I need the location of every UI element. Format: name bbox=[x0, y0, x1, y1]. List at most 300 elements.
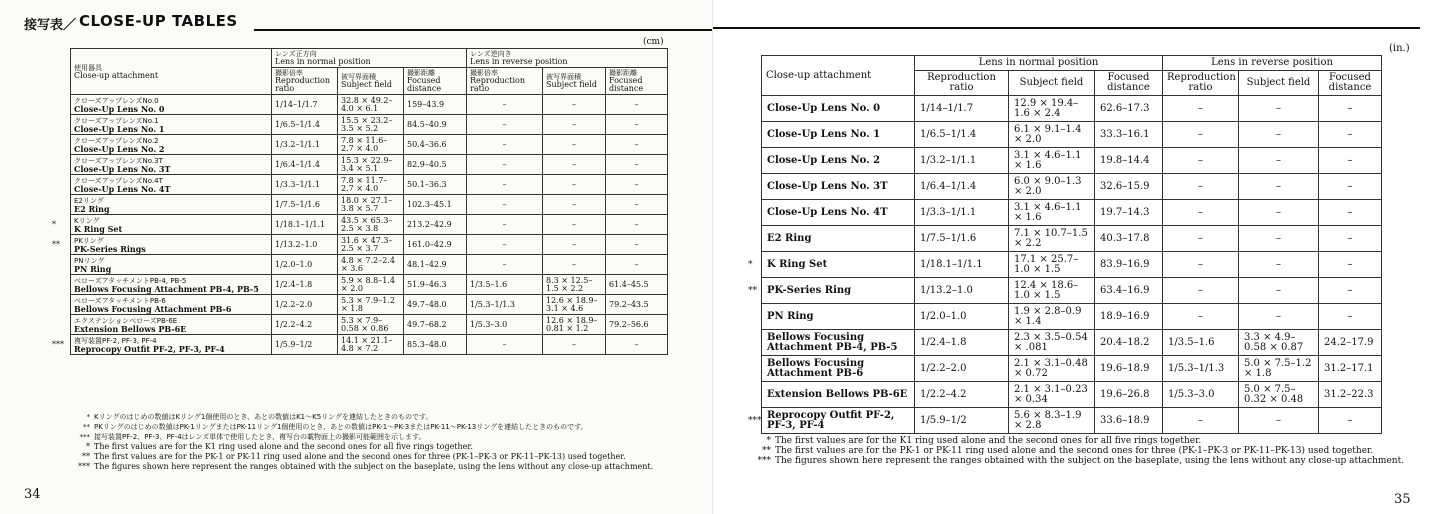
cell-r-dist: 31.2–17.1 bbox=[1319, 356, 1382, 382]
attachment-name-jp: E2リング bbox=[74, 196, 104, 205]
cell-r-ratio: 1/5.3–3.0 bbox=[1163, 382, 1239, 408]
attachment-name-jp: Kリング bbox=[74, 216, 100, 225]
attachment-name: Reprocopy Outfit PF-2, PF-3, PF-4 bbox=[74, 343, 225, 354]
table-row bbox=[762, 226, 1382, 252]
cell-n-ratio: 1/3.2–1/1.1 bbox=[272, 135, 338, 155]
cell-r-field: – bbox=[1239, 304, 1319, 330]
footnote-mark: ** bbox=[52, 239, 60, 249]
footnote-en bbox=[739, 456, 1429, 466]
footnote-mark: *** bbox=[757, 456, 771, 466]
header-ratio: Reproduction ratio bbox=[915, 71, 1009, 96]
cell-n-dist: 50.1–36.3 bbox=[404, 175, 467, 195]
table-row bbox=[762, 252, 1382, 278]
cell-r-field: – bbox=[543, 175, 606, 195]
cell-r-ratio: – bbox=[467, 255, 543, 275]
cell-r-ratio: – bbox=[467, 215, 543, 235]
attachment-name: Close-Up Lens No. 3T bbox=[762, 174, 915, 200]
cell-n-dist: 33.3–16.1 bbox=[1095, 122, 1163, 148]
cell-r-dist: – bbox=[606, 115, 668, 135]
cell-r-dist: – bbox=[1319, 252, 1382, 278]
cell-n-ratio: 1/2.0–1.0 bbox=[915, 304, 1009, 330]
cell-r-ratio: – bbox=[467, 195, 543, 215]
cell-n-dist: 19.7–14.3 bbox=[1095, 200, 1163, 226]
footnote-mark: *** bbox=[52, 339, 64, 349]
attachment-name: Close-Up Lens No. 2 bbox=[762, 148, 915, 174]
cell-r-ratio: 1/3.5–1.6 bbox=[467, 275, 543, 295]
cell-n-ratio: 1/14–1/1.7 bbox=[915, 96, 1009, 122]
cell-r-dist: – bbox=[606, 95, 668, 115]
footnote-mark: ** bbox=[762, 446, 771, 456]
header-field-reverse: Subject field bbox=[1239, 71, 1319, 96]
cell-n-ratio: 1/6.5–1/1.4 bbox=[915, 122, 1009, 148]
cell-r-ratio: 1/5.3–3.0 bbox=[467, 315, 543, 335]
page-number: 35 bbox=[1394, 492, 1411, 507]
cell-n-ratio: 1/5.9–1/2 bbox=[915, 408, 1009, 434]
cell-r-ratio: 1/3.5–1.6 bbox=[1163, 330, 1239, 356]
footnote-mark: *** bbox=[748, 415, 762, 426]
cell-r-field: – bbox=[543, 235, 606, 255]
cell-n-field: 2.3 × 3.5–0.54 × .081 bbox=[1009, 330, 1095, 356]
cell-r-field: – bbox=[543, 115, 606, 135]
cell-n-ratio: 1/2.4–1.8 bbox=[915, 330, 1009, 356]
cell-n-dist: 161.0–42.9 bbox=[404, 235, 467, 255]
footnote-mark: ** bbox=[83, 423, 90, 431]
attachment-name: Close-Up Lens No. 1 bbox=[762, 122, 915, 148]
attachment-name: Bellows Focusing Attachment PB-4, PB-5 bbox=[74, 283, 259, 294]
cell-r-ratio: – bbox=[467, 175, 543, 195]
cell-r-ratio: – bbox=[1163, 174, 1239, 200]
table-row bbox=[762, 356, 1382, 382]
cell-n-field: 5.3 × 7.9–0.58 × 0.86 bbox=[338, 315, 404, 335]
cell-r-ratio: – bbox=[467, 155, 543, 175]
attachment-name-jp: クローズアップレンズNo.1 bbox=[74, 116, 159, 125]
cell-r-dist: 79.2–43.5 bbox=[606, 295, 668, 315]
cell-r-dist: – bbox=[1319, 200, 1382, 226]
cell-r-field: – bbox=[543, 95, 606, 115]
cell-r-dist: 31.2–22.3 bbox=[1319, 382, 1382, 408]
attachment-name: E2 Ring bbox=[74, 203, 110, 214]
footnote-mark: *** bbox=[78, 462, 90, 471]
cell-r-field: – bbox=[1239, 226, 1319, 252]
attachment-name: Bellows Focusing Attachment PB-6 bbox=[74, 303, 232, 314]
footnote-en bbox=[58, 462, 708, 472]
attachment-name: Close-Up Lens No. 1 bbox=[74, 123, 165, 134]
table-row bbox=[762, 382, 1382, 408]
cell-n-field: 6.0 × 9.0–1.3 × 2.0 bbox=[1009, 174, 1095, 200]
cell-n-field: 17.1 × 25.7–1.0 × 1.5 bbox=[1009, 252, 1095, 278]
cell-r-ratio: – bbox=[467, 115, 543, 135]
cell-r-dist: 61.4–45.5 bbox=[606, 275, 668, 295]
cell-r-field: 12.6 × 18.9–3.1 × 4.6 bbox=[543, 295, 606, 315]
cell-n-ratio: 1/13.2–1.0 bbox=[915, 278, 1009, 304]
cell-r-dist: – bbox=[1319, 96, 1382, 122]
table-row bbox=[762, 408, 1382, 434]
cell-n-dist: 49.7–68.2 bbox=[404, 315, 467, 335]
cell-n-dist: 19.6–18.9 bbox=[1095, 356, 1163, 382]
cell-n-field: 7.8 × 11.7–2.7 × 4.0 bbox=[338, 175, 404, 195]
cell-n-field: 43.5 × 65.3–2.5 × 3.8 bbox=[338, 215, 404, 235]
attachment-name: Close-Up Lens No. 4T bbox=[762, 200, 915, 226]
attachment-name: Close-Up Lens No. 0 bbox=[74, 103, 165, 114]
cell-n-field: 2.1 × 3.1–0.48 × 0.72 bbox=[1009, 356, 1095, 382]
cell-n-field: 5.3 × 7.9–1.2 × 1.8 bbox=[338, 295, 404, 315]
cell-n-ratio: 1/7.5–1/1.6 bbox=[915, 226, 1009, 252]
cell-n-dist: 19.6–26.8 bbox=[1095, 382, 1163, 408]
cell-r-dist: – bbox=[606, 335, 668, 355]
table-row bbox=[762, 122, 1382, 148]
header-attachment: Close-up attachment bbox=[762, 56, 915, 96]
attachment-cell bbox=[71, 275, 272, 295]
cell-n-ratio: 1/2.2–2.0 bbox=[272, 295, 338, 315]
cell-n-ratio: 1/2.2–4.2 bbox=[915, 382, 1009, 408]
cell-n-field: 15.5 × 23.2–3.5 × 5.2 bbox=[338, 115, 404, 135]
cell-n-ratio: 1/7.5–1/1.6 bbox=[272, 195, 338, 215]
table-row bbox=[71, 255, 668, 275]
cell-n-field: 15.3 × 22.9–3.4 × 5.1 bbox=[338, 155, 404, 175]
cell-n-dist: 51.9–46.3 bbox=[404, 275, 467, 295]
footnote-text: The figures shown here represent the ranges obtained with the subject on the baseplate, using the lens without any close-up attachment. bbox=[94, 462, 654, 471]
cell-r-field: – bbox=[543, 255, 606, 275]
table-row bbox=[71, 155, 668, 175]
cell-n-field: 5.6 × 8.3–1.9 × 2.8 bbox=[1009, 408, 1095, 434]
cell-r-ratio: – bbox=[467, 235, 543, 255]
cell-r-field: 5.0 × 7.5–0.32 × 0.48 bbox=[1239, 382, 1319, 408]
unit-label: (in.) bbox=[1389, 43, 1410, 54]
cell-n-field: 4.8 × 7.2–2.4 × 3.6 bbox=[338, 255, 404, 275]
title-rule bbox=[254, 29, 712, 31]
attachment-name: Bellows Focusing Attachment PB-6 bbox=[762, 356, 915, 382]
attachment-name-jp: クローズアップレンズNo.3T bbox=[74, 156, 163, 165]
cell-n-field: 32.8 × 49.2–4.0 × 6.1 bbox=[338, 95, 404, 115]
cell-n-dist: 20.4–18.2 bbox=[1095, 330, 1163, 356]
footnote-text: Kリングのはじめの数値はKリング1個使用のとき、あとの数値はK1～K5リングを連結したときのものです。 bbox=[94, 413, 433, 421]
header-distance-reverse: 撮影距離 Focused distance bbox=[606, 68, 668, 95]
cell-n-dist: 40.3–17.8 bbox=[1095, 226, 1163, 252]
table-row bbox=[762, 174, 1382, 200]
cell-r-field: – bbox=[543, 215, 606, 235]
cell-r-dist: – bbox=[1319, 278, 1382, 304]
cell-r-dist: – bbox=[606, 195, 668, 215]
footnote-text: PKリングのはじめの数値はPK-1リングまたはPK-11リング1個使用のとき、あとの数値はPK-1～PK-3またはPK-11～PK-13リングを連結したときのものです。 bbox=[94, 423, 588, 431]
footnote-jp bbox=[58, 412, 708, 422]
footnote-mark: ** bbox=[748, 285, 757, 296]
attachment-name-jp: 複写装置PF-2, PF-3, PF-4 bbox=[74, 336, 157, 345]
cell-r-ratio: – bbox=[1163, 278, 1239, 304]
close-up-table-in bbox=[761, 55, 1382, 434]
cell-n-field: 1.9 × 2.8–0.9 × 1.4 bbox=[1009, 304, 1095, 330]
cell-r-dist: – bbox=[1319, 304, 1382, 330]
cell-n-ratio: 1/2.2–2.0 bbox=[915, 356, 1009, 382]
cell-r-field: – bbox=[1239, 408, 1319, 434]
header-field: Subject field bbox=[1009, 71, 1095, 96]
cell-r-dist: – bbox=[1319, 408, 1382, 434]
cell-r-field: – bbox=[1239, 174, 1319, 200]
cell-n-field: 3.1 × 4.6–1.1 × 1.6 bbox=[1009, 148, 1095, 174]
header-normal: レンズ正方向 Lens in normal position bbox=[272, 49, 467, 68]
cell-n-dist: 32.6–15.9 bbox=[1095, 174, 1163, 200]
cell-n-field: 12.4 × 18.6–1.0 × 1.5 bbox=[1009, 278, 1095, 304]
footnote-mark: * bbox=[86, 442, 90, 451]
header-distance-reverse: Focused distance bbox=[1319, 71, 1382, 96]
attachment-cell bbox=[71, 215, 272, 235]
title-japanese: 接写表／ bbox=[24, 18, 77, 33]
cell-n-ratio: 1/2.2–4.2 bbox=[272, 315, 338, 335]
cell-n-dist: 19.8–14.4 bbox=[1095, 148, 1163, 174]
attachment-cell bbox=[71, 135, 272, 155]
attachment-name: K Ring Set bbox=[74, 223, 123, 234]
table-row bbox=[762, 304, 1382, 330]
footnote-text: The first values are for the K1 ring used alone and the second ones for all five rings together. bbox=[775, 436, 1202, 446]
cell-n-ratio: 1/3.3–1/1.1 bbox=[915, 200, 1009, 226]
table-row bbox=[71, 315, 668, 335]
cell-n-dist: 213.2–42.9 bbox=[404, 215, 467, 235]
cell-r-ratio: – bbox=[467, 95, 543, 115]
header-field: 被写界面積 Subject field bbox=[338, 68, 404, 95]
header-distance: Focused distance bbox=[1095, 71, 1163, 96]
cell-n-dist: 49.7–48.0 bbox=[404, 295, 467, 315]
attachment-name: PK-Series Ring bbox=[762, 278, 915, 304]
attachment-cell bbox=[71, 175, 272, 195]
cell-n-field: 2.1 × 3.1–0.23 × 0.34 bbox=[1009, 382, 1095, 408]
table-row bbox=[762, 148, 1382, 174]
table-row bbox=[71, 275, 668, 295]
table-row bbox=[71, 235, 668, 255]
attachment-cell bbox=[71, 255, 272, 275]
attachment-cell bbox=[71, 315, 272, 335]
cell-r-dist: – bbox=[606, 175, 668, 195]
attachment-name: Close-Up Lens No. 4T bbox=[74, 183, 171, 194]
cell-n-dist: 85.3–48.0 bbox=[404, 335, 467, 355]
cell-r-dist: – bbox=[606, 215, 668, 235]
cell-r-ratio: – bbox=[1163, 96, 1239, 122]
cell-r-field: – bbox=[1239, 278, 1319, 304]
table-row bbox=[71, 135, 668, 155]
footnote-en bbox=[739, 446, 1429, 456]
attachment-name: PN Ring bbox=[762, 304, 915, 330]
attachment-name-jp: クローズアップレンズNo.2 bbox=[74, 136, 159, 145]
attachment-name: Close-Up Lens No. 2 bbox=[74, 143, 165, 154]
cell-r-ratio: – bbox=[1163, 122, 1239, 148]
cell-r-field: – bbox=[543, 135, 606, 155]
footnotes bbox=[58, 412, 708, 472]
attachment-name-jp: ベローズアタッチメントPB-4, PB-5 bbox=[74, 276, 187, 285]
left-page bbox=[0, 0, 712, 514]
cell-n-field: 5.9 × 8.8–1.4 × 2.0 bbox=[338, 275, 404, 295]
cell-r-field: – bbox=[543, 155, 606, 175]
header-ratio-reverse: 撮影倍率 Reproduction ratio bbox=[467, 68, 543, 95]
attachment-name: Close-Up Lens No. 0 bbox=[762, 96, 915, 122]
attachment-cell bbox=[71, 335, 272, 355]
close-up-table-cm bbox=[70, 48, 668, 355]
attachment-name: Reprocopy Outfit PF-2, PF-3, PF-4 bbox=[762, 408, 915, 434]
cell-n-dist: 48.1–42.9 bbox=[404, 255, 467, 275]
table-row bbox=[71, 195, 668, 215]
attachment-cell bbox=[71, 235, 272, 255]
cell-n-ratio: 1/5.9–1/2 bbox=[272, 335, 338, 355]
attachment-name: Extension Bellows PB-6E bbox=[74, 323, 187, 334]
cell-n-dist: 83.9–16.9 bbox=[1095, 252, 1163, 278]
cell-n-dist: 18.9–16.9 bbox=[1095, 304, 1163, 330]
footnote-jp bbox=[58, 432, 708, 442]
attachment-name: Close-Up Lens No. 3T bbox=[74, 163, 171, 174]
cell-r-ratio: 1/5.3–1/1.3 bbox=[1163, 356, 1239, 382]
header-field-reverse: 被写界面積 Subject field bbox=[543, 68, 606, 95]
footnote-text: The first values are for the PK-1 or PK-11 ring used alone and the second ones for three (PK-1–PK-3 or PK-11–PK-13) used together. bbox=[94, 452, 626, 461]
attachment-name: PK-Series Rings bbox=[74, 243, 146, 254]
cell-r-dist: 24.2–17.9 bbox=[1319, 330, 1382, 356]
cell-n-dist: 102.3–45.1 bbox=[404, 195, 467, 215]
footnote-en bbox=[739, 436, 1429, 446]
cell-r-ratio: – bbox=[1163, 408, 1239, 434]
cell-r-field: 8.3 × 12.5–1.5 × 2.2 bbox=[543, 275, 606, 295]
cell-r-field: – bbox=[1239, 122, 1319, 148]
table-row bbox=[762, 200, 1382, 226]
table-row bbox=[762, 278, 1382, 304]
cell-r-dist: – bbox=[1319, 174, 1382, 200]
cell-r-ratio: – bbox=[467, 135, 543, 155]
cell-r-field: – bbox=[543, 195, 606, 215]
cell-n-field: 14.1 × 21.1–4.8 × 7.2 bbox=[338, 335, 404, 355]
footnote-mark: ** bbox=[82, 452, 90, 461]
cell-n-dist: 84.5–40.9 bbox=[404, 115, 467, 135]
table-row bbox=[71, 95, 668, 115]
footnote-text: 接写装置PF-2、PF-3、PF-4はレンズ単体で使用したとき、複写台の載物面上の撮影可能範囲を示します。 bbox=[94, 433, 426, 441]
cell-r-field: – bbox=[1239, 252, 1319, 278]
table-row bbox=[762, 96, 1382, 122]
attachment-name-jp: エクステンションベローズPB-6E bbox=[74, 316, 178, 325]
attachment-name-jp: クローズアップレンズNo.0 bbox=[74, 96, 159, 105]
cell-r-field: 3.3 × 4.9–0.58 × 0.87 bbox=[1239, 330, 1319, 356]
attachment-name-jp: PNリング bbox=[74, 256, 105, 265]
header-normal: Lens in normal position bbox=[915, 56, 1163, 71]
footnote-text: The first values are for the PK-1 or PK-11 ring used alone and the second ones for three (PK-1–PK-3 or PK-11–PK-13) used together. bbox=[775, 446, 1374, 456]
cell-n-dist: 50.4–36.6 bbox=[404, 135, 467, 155]
attachment-name-jp: クローズアップレンズNo.4T bbox=[74, 176, 163, 185]
page-header bbox=[24, 10, 712, 34]
table-row bbox=[762, 330, 1382, 356]
attachment-name: Bellows Focusing Attachment PB-4, PB-5 bbox=[762, 330, 915, 356]
cell-n-field: 7.1 × 10.7–1.5 × 2.2 bbox=[1009, 226, 1095, 252]
title-rule bbox=[713, 27, 1420, 29]
cell-r-field: – bbox=[1239, 148, 1319, 174]
cell-r-dist: – bbox=[1319, 226, 1382, 252]
attachment-name-jp: ベローズアタッチメントPB-6 bbox=[74, 296, 166, 305]
cell-n-ratio: 1/2.0–1.0 bbox=[272, 255, 338, 275]
attachment-cell bbox=[71, 95, 272, 115]
attachment-name-jp: PKリング bbox=[74, 236, 104, 245]
cell-n-ratio: 1/18.1–1/1.1 bbox=[915, 252, 1009, 278]
page-title: CLOSE-UP TABLES bbox=[79, 12, 238, 30]
table-row bbox=[71, 175, 668, 195]
cell-r-dist: – bbox=[606, 235, 668, 255]
footnote-en bbox=[58, 442, 708, 452]
cell-n-dist: 63.4–16.9 bbox=[1095, 278, 1163, 304]
cell-r-field: 12.6 × 18.9–0.81 × 1.2 bbox=[543, 315, 606, 335]
footnote-en bbox=[58, 452, 708, 462]
footnote-mark: * bbox=[52, 219, 56, 229]
cell-n-dist: 159–43.9 bbox=[404, 95, 467, 115]
attachment-name: PN Ring bbox=[74, 263, 112, 274]
cell-n-dist: 62.6–17.3 bbox=[1095, 96, 1163, 122]
cell-r-dist: – bbox=[606, 255, 668, 275]
attachment-cell bbox=[71, 155, 272, 175]
attachment-cell bbox=[71, 195, 272, 215]
right-page bbox=[712, 0, 1440, 514]
table-row bbox=[71, 215, 668, 235]
header-reverse: Lens in reverse position bbox=[1163, 56, 1382, 71]
cell-r-field: – bbox=[1239, 96, 1319, 122]
cell-r-ratio: – bbox=[1163, 148, 1239, 174]
cell-n-field: 31.6 × 47.3–2.5 × 3.7 bbox=[338, 235, 404, 255]
cell-n-ratio: 1/2.4–1.8 bbox=[272, 275, 338, 295]
table-row bbox=[71, 295, 668, 315]
footnote-text: The first values are for the K1 ring used alone and the second ones for all five rings together. bbox=[94, 442, 473, 451]
table-row bbox=[71, 115, 668, 135]
header-distance: 撮影距離 Focused distance bbox=[404, 68, 467, 95]
cell-n-field: 18.0 × 27.1–3.8 × 5.7 bbox=[338, 195, 404, 215]
cell-r-ratio: 1/5.3–1/1.3 bbox=[467, 295, 543, 315]
table-row bbox=[71, 335, 668, 355]
cell-r-dist: – bbox=[1319, 148, 1382, 174]
cell-n-field: 7.8 × 11.6–2.7 × 4.0 bbox=[338, 135, 404, 155]
footnote-mark: * bbox=[748, 259, 753, 270]
cell-n-ratio: 1/6.4–1/1.4 bbox=[272, 155, 338, 175]
footnote-text: The figures shown here represent the ranges obtained with the subject on the baseplate, using the lens without any close-up attachment. bbox=[775, 456, 1405, 466]
footnote-mark: * bbox=[86, 413, 90, 421]
cell-n-dist: 33.6–18.9 bbox=[1095, 408, 1163, 434]
cell-n-dist: 82.9–40.5 bbox=[404, 155, 467, 175]
attachment-cell bbox=[71, 295, 272, 315]
footnote-mark: *** bbox=[79, 433, 90, 441]
attachment-name: K Ring Set bbox=[762, 252, 915, 278]
cell-r-field: 5.0 × 7.5–1.2 × 1.8 bbox=[1239, 356, 1319, 382]
cell-r-dist: – bbox=[606, 155, 668, 175]
cell-n-ratio: 1/13.2–1.0 bbox=[272, 235, 338, 255]
cell-r-field: – bbox=[1239, 200, 1319, 226]
page-number: 34 bbox=[24, 487, 41, 502]
unit-label: (cm) bbox=[643, 37, 664, 47]
cell-r-ratio: – bbox=[1163, 252, 1239, 278]
cell-n-field: 3.1 × 4.6–1.1 × 1.6 bbox=[1009, 200, 1095, 226]
cell-n-ratio: 1/3.2–1/1.1 bbox=[915, 148, 1009, 174]
cell-r-ratio: – bbox=[1163, 304, 1239, 330]
cell-r-ratio: – bbox=[467, 335, 543, 355]
header-ratio-reverse: Reproduction ratio bbox=[1163, 71, 1239, 96]
cell-r-dist: 79.2–56.6 bbox=[606, 315, 668, 335]
attachment-name: Extension Bellows PB-6E bbox=[762, 382, 915, 408]
cell-r-ratio: – bbox=[1163, 226, 1239, 252]
cell-n-ratio: 1/6.5–1/1.4 bbox=[272, 115, 338, 135]
attachment-name: E2 Ring bbox=[762, 226, 915, 252]
footnote-mark: * bbox=[766, 436, 771, 446]
cell-r-ratio: – bbox=[1163, 200, 1239, 226]
cell-r-dist: – bbox=[1319, 122, 1382, 148]
cell-r-dist: – bbox=[606, 135, 668, 155]
cell-n-ratio: 1/6.4–1/1.4 bbox=[915, 174, 1009, 200]
footnote-jp bbox=[58, 422, 708, 432]
cell-n-field: 12.9 × 19.4–1.6 × 2.4 bbox=[1009, 96, 1095, 122]
footnotes bbox=[739, 436, 1429, 466]
header-ratio: 撮影倍率 Reproduction ratio bbox=[272, 68, 338, 95]
attachment-cell bbox=[71, 115, 272, 135]
cell-r-field: – bbox=[543, 335, 606, 355]
cell-n-ratio: 1/18.1–1/1.1 bbox=[272, 215, 338, 235]
cell-n-ratio: 1/3.3–1/1.1 bbox=[272, 175, 338, 195]
header-attachment: 使用器具 Close-up attachment bbox=[71, 49, 272, 95]
cell-n-ratio: 1/14–1/1.7 bbox=[272, 95, 338, 115]
cell-n-field: 6.1 × 9.1–1.4 × 2.0 bbox=[1009, 122, 1095, 148]
header-reverse: レンズ逆向き Lens in reverse position bbox=[467, 49, 668, 68]
